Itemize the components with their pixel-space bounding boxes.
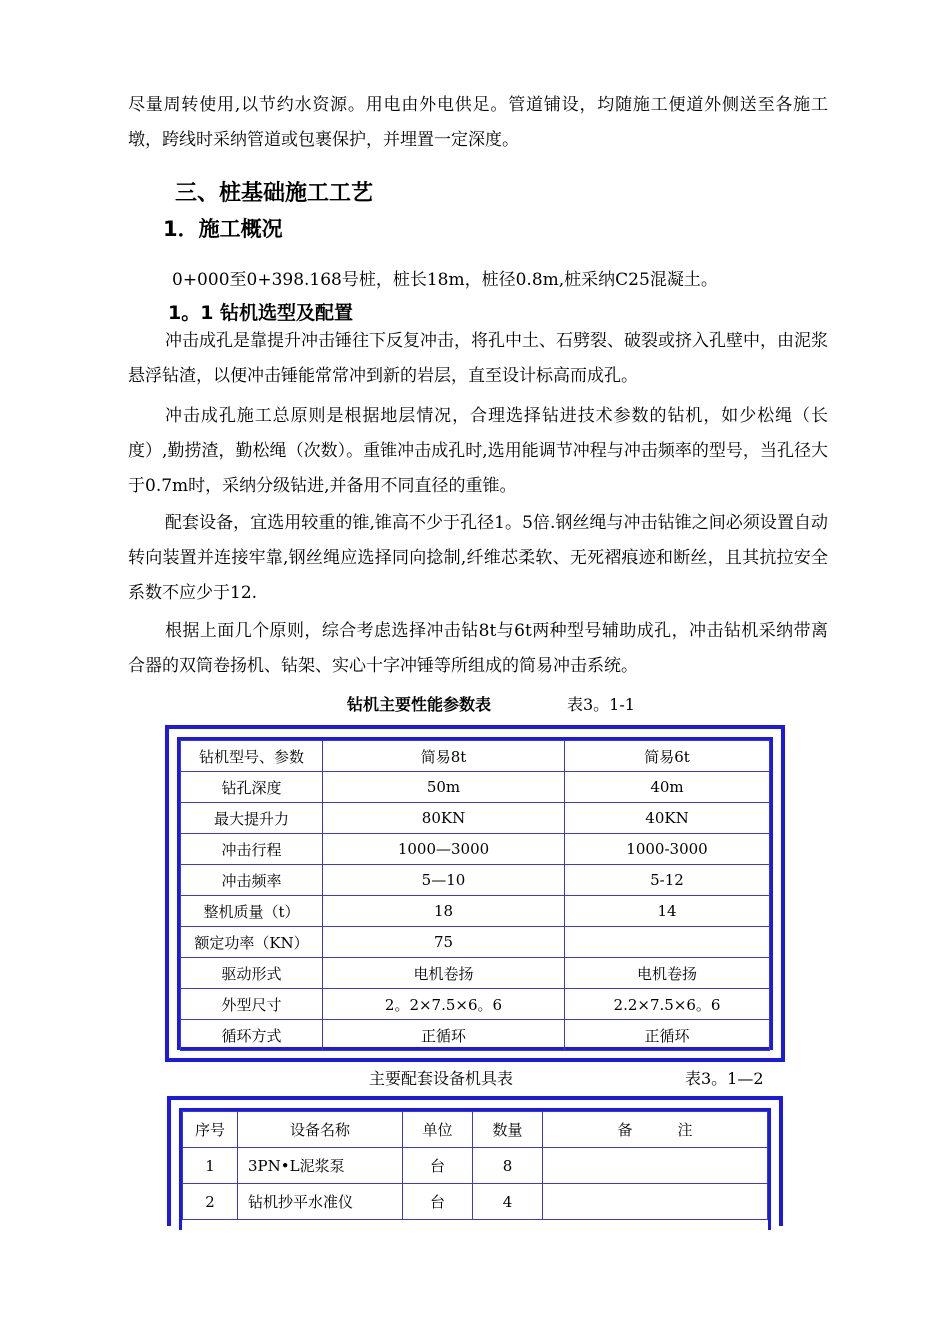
paragraph-drilling-principles: 冲击成孔施工总原则是根据地层情况，合理选择钻进技术参数的钻机，如少松绳（长度）,勤捞渣，勤松绳（次数）。重锥冲击成孔时,选用能调节冲程与冲击频率的型号，当孔径大于0.7m时，采纳分级钻进,并备用不同直径的重锥。 bbox=[128, 406, 828, 496]
table2-header-cell: 数量 bbox=[473, 1112, 543, 1148]
table2-outer-frame bbox=[167, 1096, 783, 1226]
table1-title: 钻机主要性能参数表 bbox=[347, 695, 492, 714]
table1-cell: 2.2×7.5×6。6 bbox=[565, 989, 770, 1020]
table2-row bbox=[183, 1148, 768, 1184]
table1-cell: 电机卷扬 bbox=[323, 958, 565, 989]
table2-header-cell: 序号 bbox=[183, 1112, 238, 1148]
table1-cell: 5-12 bbox=[565, 865, 770, 896]
table2-header-cell: 设备名称 bbox=[238, 1112, 403, 1148]
table2-header-cell: 备 注 bbox=[543, 1112, 768, 1148]
table1-cell: 钻孔深度 bbox=[181, 772, 323, 803]
table1-outer-frame bbox=[165, 725, 785, 1062]
table1-cell: 钻机型号、参数 bbox=[181, 741, 323, 772]
paragraph-selection: 根据上面几个原则，综合考虑选择冲击钻8t与6t两种型号辅助成孔，冲击钻机采纳带离合器的双筒卷扬机、钻架、实心十字冲锤等所组成的简易冲击系统。 bbox=[128, 621, 828, 676]
table1-row bbox=[181, 927, 770, 958]
table1-number: 表3。1-1 bbox=[567, 695, 635, 714]
equipment-table bbox=[182, 1111, 768, 1220]
table1-cell: 1000—3000 bbox=[323, 834, 565, 865]
table1-cell: 14 bbox=[565, 896, 770, 927]
table2-header-cell: 单位 bbox=[403, 1112, 473, 1148]
table1-cell: 驱动形式 bbox=[181, 958, 323, 989]
table1-cell: 80KN bbox=[323, 803, 565, 834]
table2-cell bbox=[543, 1148, 768, 1184]
table1-cell: 简易6t bbox=[565, 741, 770, 772]
paragraph-impact-drilling: 冲击成孔是靠提升冲击锤往下反复冲击，将孔中土、石劈裂、破裂或挤入孔壁中，由泥浆悬浮钻渣，以便冲击锤能常常冲到新的岩层，直至设计标高而成孔。 bbox=[128, 331, 828, 386]
table1-row bbox=[181, 803, 770, 834]
table2-cell bbox=[543, 1184, 768, 1220]
drill-parameters-table bbox=[180, 740, 770, 1051]
table1-cell: 40m bbox=[565, 772, 770, 803]
table2-header-row bbox=[183, 1112, 768, 1148]
table1-cell: 75 bbox=[323, 927, 565, 958]
table1-row bbox=[181, 989, 770, 1020]
table2-cell: 1 bbox=[183, 1148, 238, 1184]
table1-cell: 最大提升力 bbox=[181, 803, 323, 834]
subsubsection-heading: 1。1 钻机选型及配置 bbox=[168, 302, 354, 324]
table1-header-row bbox=[181, 741, 770, 772]
table1-cell: 电机卷扬 bbox=[565, 958, 770, 989]
table1-cell: 40KN bbox=[565, 803, 770, 834]
table1-cell: 正循环 bbox=[323, 1020, 565, 1051]
table2-cell: 台 bbox=[403, 1148, 473, 1184]
table2-number: 表3。1—2 bbox=[685, 1069, 764, 1088]
table1-cell bbox=[565, 927, 770, 958]
table2-cell: 8 bbox=[473, 1148, 543, 1184]
table2-row bbox=[183, 1184, 768, 1220]
table2-cell: 4 bbox=[473, 1184, 543, 1220]
table1-cell: 正循环 bbox=[565, 1020, 770, 1051]
table1-cell: 整机质量（t） bbox=[181, 896, 323, 927]
table1-cell: 50m bbox=[323, 772, 565, 803]
table1-row bbox=[181, 865, 770, 896]
table1-cell: 外型尺寸 bbox=[181, 989, 323, 1020]
table1-row bbox=[181, 1020, 770, 1051]
table1-cell: 额定功率（KN） bbox=[181, 927, 323, 958]
table2-title: 主要配套设备机具表 bbox=[369, 1069, 514, 1088]
table1-cell: 冲击行程 bbox=[181, 834, 323, 865]
table1-inner-frame bbox=[177, 737, 773, 1050]
paragraph-equipment: 配套设备，宜选用较重的锥,锥高不少于孔径1。5倍.钢丝绳与冲击钻锥之间必须设置自动转向装置并连接牢靠,钢丝绳应选择同向捻制,纤维芯柔软、无死褶痕迹和断丝，且其抗拉安全系数不应少于12. bbox=[128, 513, 828, 603]
table1-cell: 5—10 bbox=[323, 865, 565, 896]
table2-cell: 3PN•L泥浆泵 bbox=[238, 1148, 403, 1184]
paragraph-pile-overview: 0+000至0+398.168号桩，桩长18m，桩径0.8m,桩采纳C25混凝土。 bbox=[172, 270, 718, 290]
table2-inner-frame bbox=[179, 1108, 771, 1230]
table1-row bbox=[181, 834, 770, 865]
table1-cell: 简易8t bbox=[323, 741, 565, 772]
table1-cell: 2。2×7.5×6。6 bbox=[323, 989, 565, 1020]
table1-row bbox=[181, 772, 770, 803]
table1-cell: 1000-3000 bbox=[565, 834, 770, 865]
section-heading: 三、桩基础施工工艺 bbox=[175, 181, 374, 206]
table2-cell: 台 bbox=[403, 1184, 473, 1220]
table1-cell: 循环方式 bbox=[181, 1020, 323, 1051]
paragraph-water-power: 尽量周转使用,以节约水资源。用电由外电供足。管道铺设，均随施工便道外侧送至各施工墩，跨线时采纳管道或包裹保护，并埋置一定深度。 bbox=[128, 95, 828, 150]
table2-cell: 2 bbox=[183, 1184, 238, 1220]
table1-cell: 冲击频率 bbox=[181, 865, 323, 896]
table1-row bbox=[181, 958, 770, 989]
table1-cell: 18 bbox=[323, 896, 565, 927]
table2-cell: 钻机抄平水准仪 bbox=[238, 1184, 403, 1220]
table1-row bbox=[181, 896, 770, 927]
subsection-heading: 1．施工概况 bbox=[163, 217, 283, 241]
